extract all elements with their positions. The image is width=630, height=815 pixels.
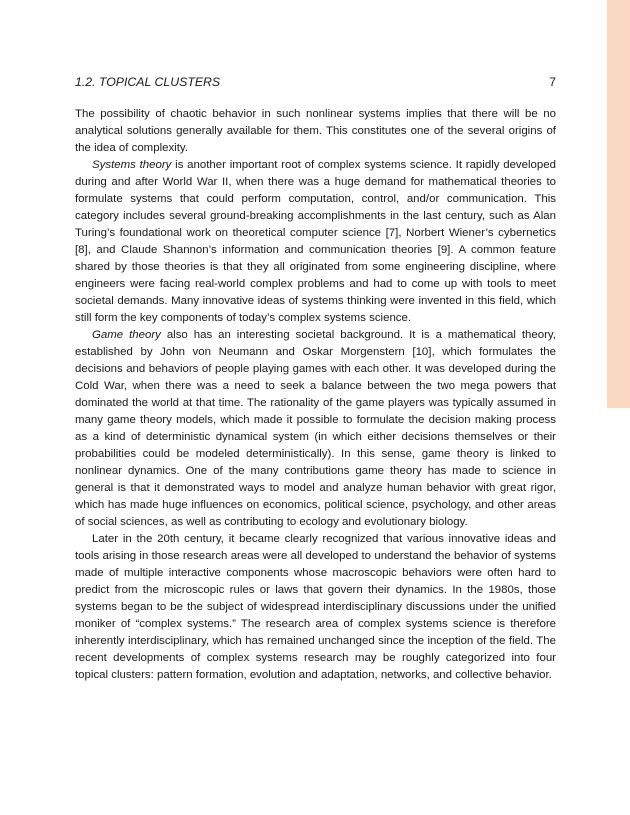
section-title: 1.2. TOPICAL CLUSTERS: [75, 75, 221, 89]
paragraph-game-theory: [75, 327, 556, 531]
paragraph-lead-term: Game theory: [92, 329, 161, 341]
paragraph-text: Later in the 20th century, it became clearly recognized that various innovative ideas and tools arising in those research areas were all developed to understand the behavior of systems made of multiple interactive components whose macroscopic behaviors were often hard to predict from the microscopic rules or laws that govern their dynamics. In the 1980s, those systems began to be the subject of widespread interdisciplinary discussions under the unified moniker of “complex systems.” The research area of complex systems science is therefore inherently interdisciplinary, which has remained unchanged since the inception of the field. The recent developments of complex systems research may be roughly categorized into four topical clusters: pattern formation, evolution and adaptation, networks, and collective behavior.: [75, 533, 556, 681]
page-number: 7: [549, 75, 556, 89]
paragraph-chaos: [75, 106, 556, 157]
paragraph-text: is another important root of complex systems science. It rapidly developed during and after World War II, when there was a huge demand for mathematical theories to formulate systems that could perform computation, control, and/or communication. This category includes several ground-breaking accomplishments in the last century, such as Alan Turing’s foundational work on theoretical computer science [7], Norbert Wiener’s cybernetics [8], and Claude Shannon’s information and communication theories [9]. A common feature shared by those theories is that they all originated from some engineering discipline, where engineers were facing real-world complex problems and had to come up with tools to meet societal demands. Many innovative ideas of systems thinking were invented in this field, which still form the key components of today’s complex systems science.: [75, 159, 556, 324]
running-head: [75, 74, 556, 90]
paragraph-text: The possibility of chaotic behavior in such nonlinear systems implies that there will be no analytical solutions generally available for them. This constitutes one of the several origins of the idea of complexity.: [75, 108, 556, 154]
paragraph-lead-term: Systems theory: [92, 159, 172, 171]
chapter-edge-tab: [607, 0, 630, 408]
paragraph-text: also has an interesting societal background. It is a mathematical theory, established by John von Neumann and Oskar Morgenstern [10], which formulates the decisions and behaviors of people playing games with each other. It was developed during the Cold War, when there was a need to seek a balance between the two mega powers that dominated the world at that time. The rationality of the game players was typically assumed in many game theory models, which made it possible to formulate the decision making process as a kind of deterministic dynamical system (in which either decisions themselves or their probabilities could be modeled deterministically). In this sense, game theory is linked to nonlinear dynamics. One of the many contributions game theory has made to science in general is that it demonstrated ways to model and analyze human behavior with great rigor, which has made huge influences on economics, political science, psychology, and other areas of social sciences, as well as contributing to ecology and evolutionary biology.: [75, 329, 556, 528]
paragraph-complex-systems: [75, 531, 556, 684]
paragraph-systems-theory: [75, 157, 556, 327]
body-text: [75, 106, 556, 684]
